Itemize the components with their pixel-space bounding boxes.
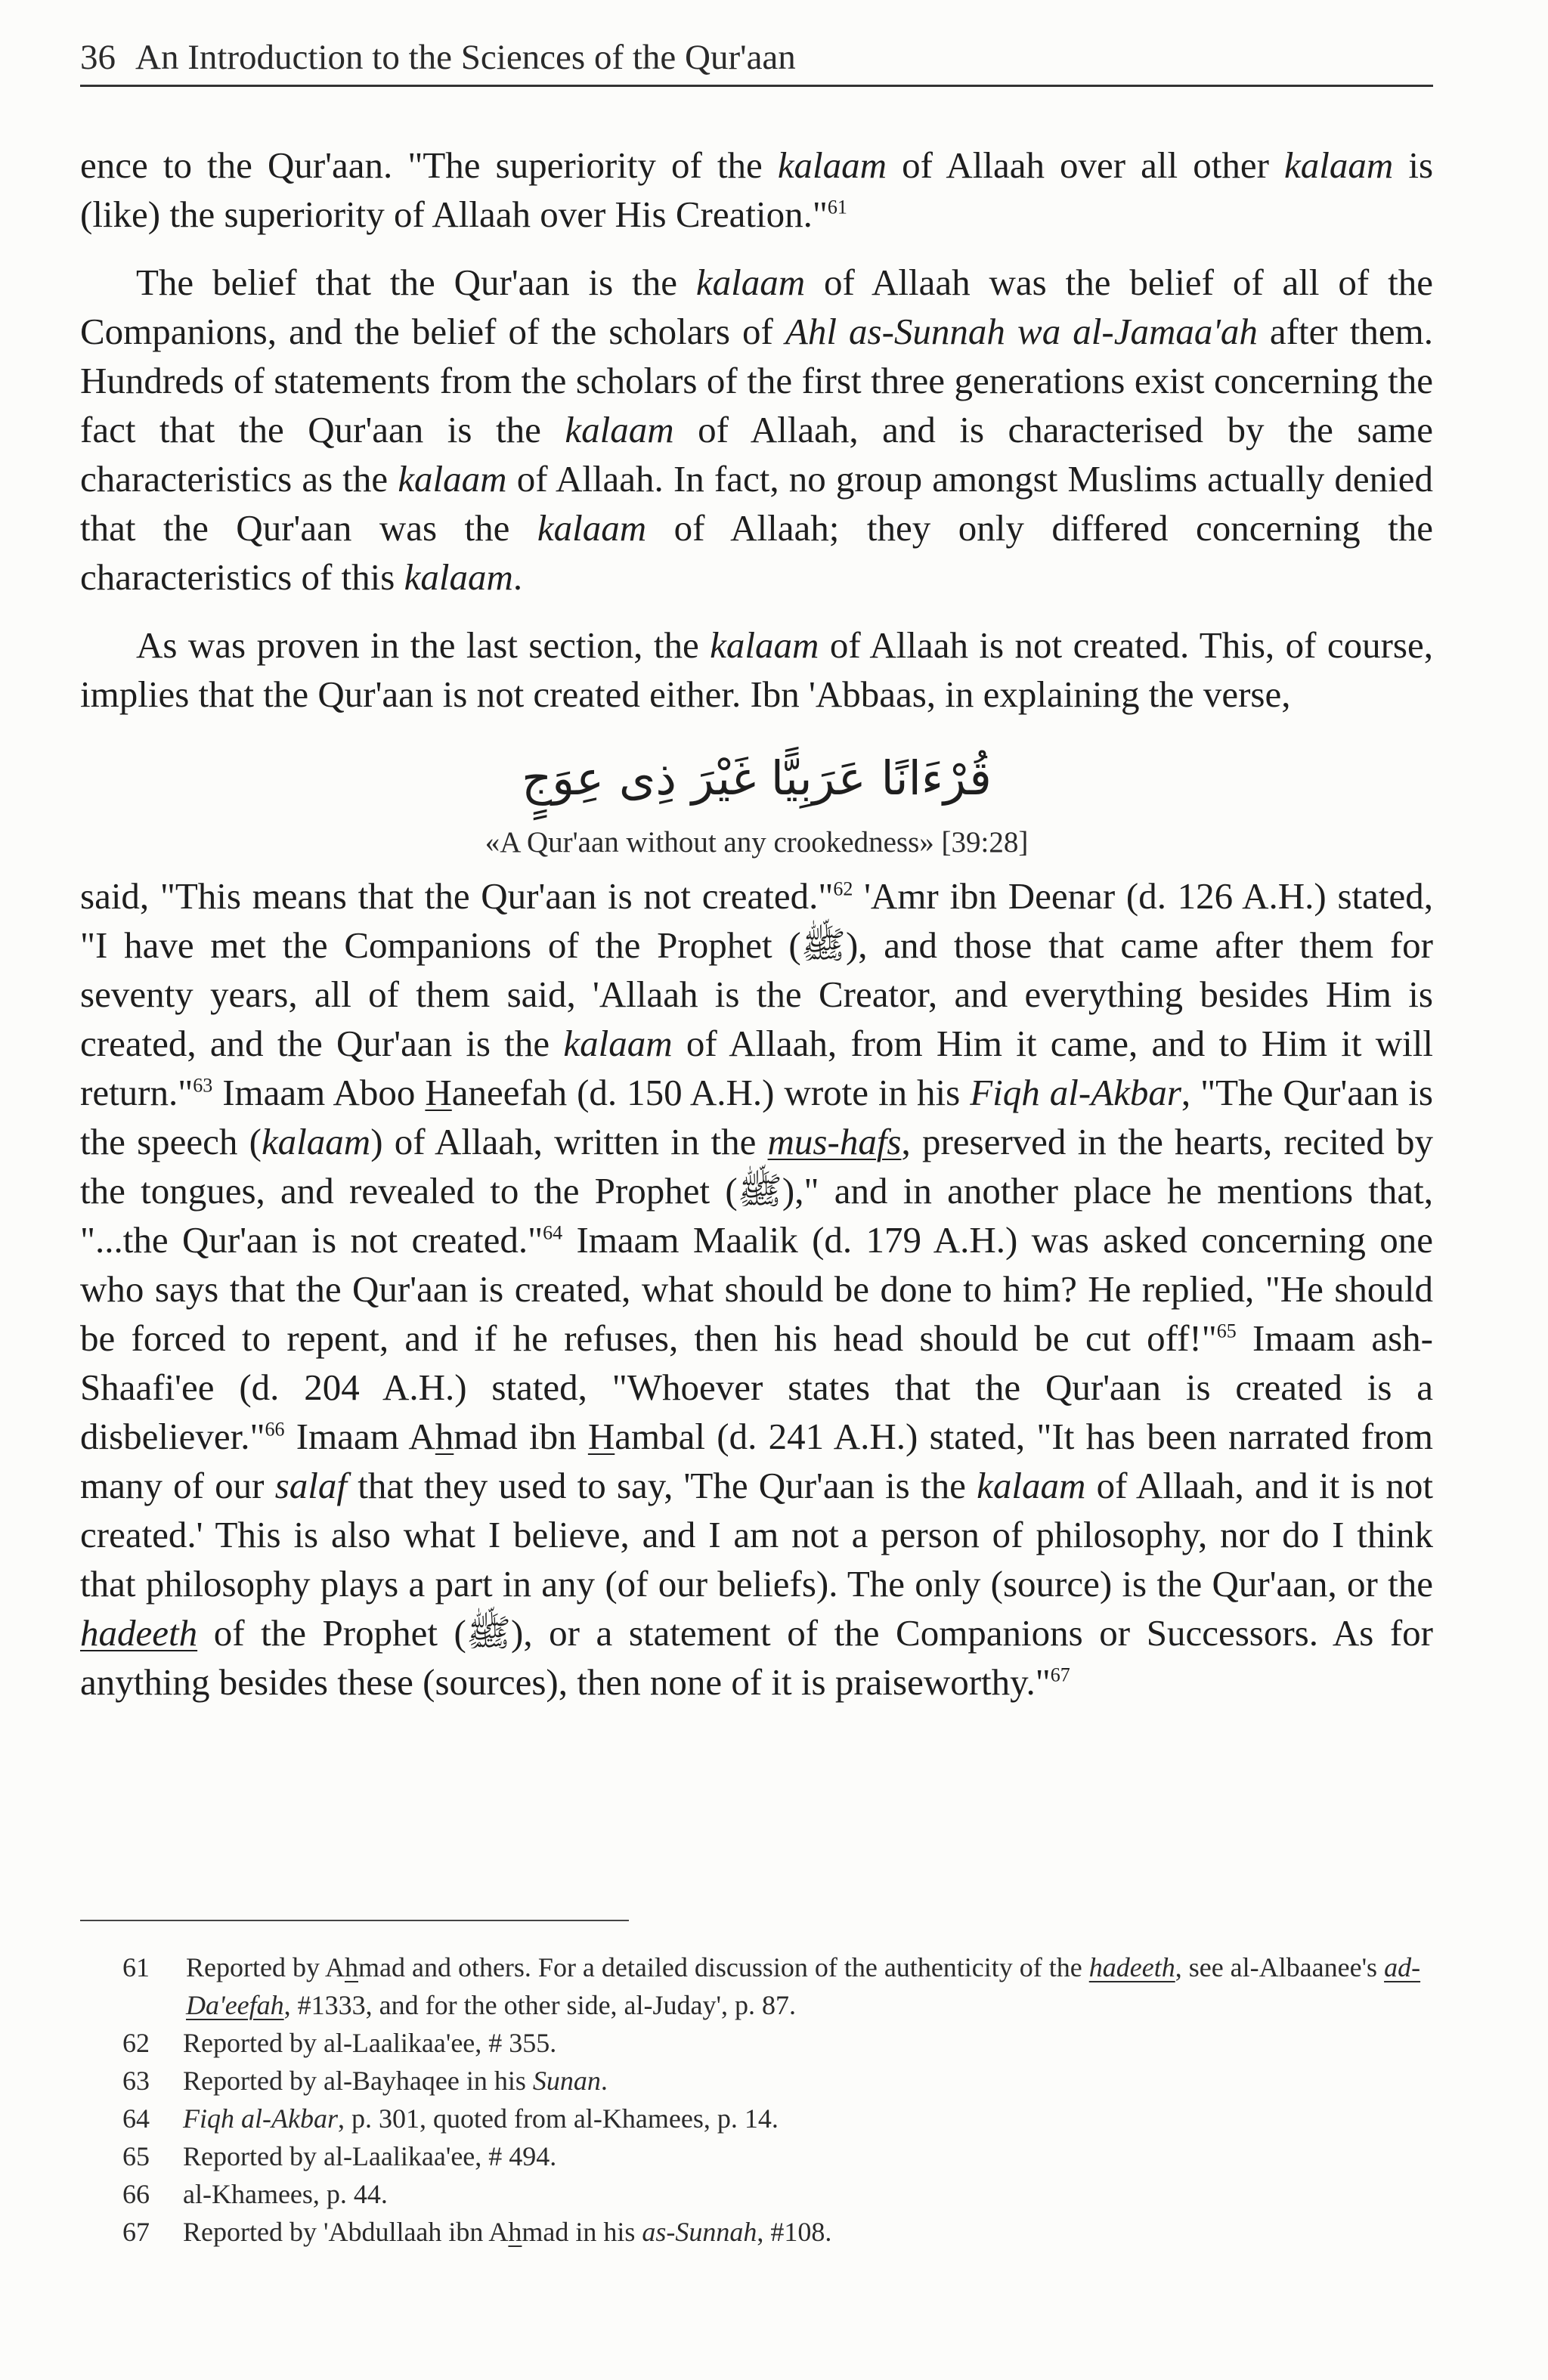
- term-kalaam: kalaam: [404, 556, 513, 598]
- text-run: Reported by al-Bayhaqee in his: [183, 2066, 533, 2096]
- footnote-64: [80, 2100, 1433, 2137]
- footnote-text: Reported by al-Laalikaa'ee, # 494.: [183, 2141, 557, 2171]
- footnote-number: 64: [122, 2103, 150, 2134]
- paragraph-3: [80, 621, 1433, 719]
- paragraph-4: [80, 871, 1433, 1707]
- text-run: aneefah (d. 150 A.H.) wrote in his: [451, 1072, 971, 1113]
- footnote-text: [183, 2100, 1433, 2137]
- footnote-63: [80, 2062, 1433, 2100]
- text-run: Reported by A: [186, 1952, 345, 1982]
- text-run: , preserved in the hearts, recited by the tongues, and revealed to the Prophet (ﷺ)," and in another place he mentions that, "...the Qur'aan is not created.": [80, 1121, 1434, 1261]
- footnote-65: [80, 2137, 1433, 2175]
- text-run: said, "This means that the Qur'aan is not created.": [80, 875, 834, 917]
- text-run: of the Prophet (ﷺ), or a statement of the Companions or Successors. As for anything besides these (sources), then none of it is praiseworthy.": [80, 1612, 1433, 1703]
- book-title: Sunan: [532, 2066, 601, 2096]
- text-run: ) of Allaah, written in the: [370, 1121, 768, 1162]
- term-salaf: salaf: [274, 1465, 347, 1506]
- text-run: , #1333, and for the other side, al-Juday', p. 87.: [283, 1990, 796, 2020]
- running-title: An Introduction to the Sciences of the Qur'aan: [135, 38, 796, 77]
- text-run: , "The Qur'aan is the speech (: [80, 1072, 1433, 1162]
- text-run: that they used to say, 'The Qur'aan is the: [347, 1465, 977, 1506]
- footnote-text: Reported by al-Laalikaa'ee, # 355.: [183, 2028, 557, 2058]
- footnote-ref: 67: [1050, 1664, 1070, 1686]
- page-number: 36: [80, 38, 116, 77]
- footnote-number: 65: [122, 2141, 150, 2171]
- text-run: of Allaah, and it is not created.' This is also what I believe, and I am not a person of philosophy, nor do I think that philosophy plays a part in any (of our beliefs). The only (source) is the Qur'aan, or the: [80, 1465, 1433, 1605]
- footnote-ref: 64: [543, 1221, 563, 1244]
- term-kalaam: kalaam: [563, 1023, 673, 1064]
- footnote-ref: 65: [1216, 1320, 1237, 1342]
- book-title: ad-Da'eefah: [186, 1952, 1421, 2020]
- text-run: of Allaah, from Him it came, and to Him it will return.": [80, 1023, 1433, 1113]
- text-run: of Allaah is not created. This, of course, implies that the Qur'aan is not created either. Ibn 'Abbaas, in explaining the verse,: [80, 624, 1433, 715]
- footnote-text: [186, 1948, 1433, 2024]
- term-kalaam: kalaam: [1284, 144, 1394, 186]
- term-ahl-as-sunnah: Ahl as-Sunnah wa al-Jamaa'ah: [785, 311, 1258, 352]
- transliteration-mark: h: [435, 1416, 454, 1457]
- transliteration-mark: H: [587, 1416, 615, 1457]
- book-title: Fiqh al-Akbar: [970, 1072, 1181, 1113]
- text-run: Reported by 'Abdullaah ibn A: [183, 2217, 509, 2247]
- footnote-66: [80, 2175, 1433, 2213]
- text-run: Imaam ash-Shaafi'ee (d. 204 A.H.) stated, "Whoever states that the Qur'aan is created is a disbeliever.": [80, 1317, 1433, 1457]
- text-run: Imaam Aboo: [212, 1072, 426, 1113]
- term-mushafs: mus-hafs: [767, 1121, 902, 1162]
- text-run: of Allaah over all other: [887, 144, 1284, 186]
- text-run: mad ibn: [454, 1416, 588, 1457]
- footnote-67: [80, 2213, 1433, 2251]
- transliteration-mark: h: [344, 1952, 358, 1982]
- footnote-61: [80, 1948, 1433, 2024]
- book-title: Fiqh al-Akbar: [183, 2103, 338, 2134]
- text-run: of Allaah, and is characterised by the same characteristics as the: [80, 409, 1433, 500]
- footnote-number: 63: [122, 2066, 150, 2096]
- book-title: as-Sunnah: [642, 2217, 757, 2247]
- text-run: Imaam Maalik (d. 179 A.H.) was asked concerning one who says that the Qur'aan is created, what should be done to him? He replied, "He should be forced to repent, and if he refuses, then his head should be cut off!": [80, 1219, 1433, 1359]
- text-run: , p. 301, quoted from al-Khamees, p. 14.: [337, 2103, 779, 2134]
- text-run: of Allaah. In fact, no group amongst Muslims actually denied that the Qur'aan was the: [80, 458, 1433, 549]
- transliteration-mark: H: [425, 1072, 452, 1113]
- footnote-ref: 61: [827, 196, 847, 218]
- text-run: mad and others. For a detailed discussion of the authenticity of the: [358, 1952, 1089, 1982]
- verse-translation: «A Qur'aan without any crookedness» [39:28]: [485, 826, 1029, 859]
- text-run: Imaam A: [284, 1416, 435, 1457]
- term-kalaam: kalaam: [710, 624, 819, 666]
- running-header: [80, 35, 1433, 87]
- text-run: .: [512, 556, 523, 598]
- text-run: As was proven in the last section, the: [136, 624, 711, 666]
- text-run: ence to the Qur'aan. "The superiority of the: [80, 144, 778, 186]
- text-run: ambal (d. 241 A.H.) stated, "It has been narrated from many of our: [80, 1416, 1433, 1506]
- term-kalaam: kalaam: [977, 1465, 1086, 1506]
- term-kalaam: kalaam: [695, 262, 806, 303]
- text-run: The belief that the Qur'aan is the: [136, 262, 696, 303]
- term-kalaam: kalaam: [537, 507, 647, 549]
- text-run: is (like) the superiority of Allaah over His Creation.": [80, 144, 1434, 235]
- term-kalaam: kalaam: [261, 1121, 371, 1162]
- footnote-text: [183, 2062, 1433, 2100]
- footnote-number: 67: [122, 2217, 150, 2247]
- term-kalaam: kalaam: [565, 409, 674, 450]
- text-run: mad in his: [522, 2217, 642, 2247]
- body-text: [80, 141, 1433, 1707]
- term-kalaam: kalaam: [777, 144, 887, 186]
- paragraph-2: [80, 258, 1433, 602]
- text-run: , #108.: [757, 2217, 832, 2247]
- arabic-verse: قُرْءَانًا عَرَبِيًّا غَيْرَ ذِى عِوَجٍ: [522, 751, 992, 806]
- term-kalaam: kalaam: [398, 458, 507, 500]
- footnote-ref: 66: [265, 1418, 285, 1441]
- text-run: after them. Hundreds of statements from the scholars of the first three generations exist concerning the fact that the Qur'aan is the: [80, 311, 1433, 450]
- paragraph-1: [80, 141, 1433, 239]
- footnote-number: 61: [122, 1952, 150, 1982]
- footnote-62: [80, 2024, 1433, 2062]
- footnote-divider: [80, 1920, 629, 1921]
- text-run: of Allaah; they only differed concerning the characteristics of this: [80, 507, 1433, 598]
- text-run: of Allaah was the belief of all of the Companions, and the belief of the scholars of: [80, 262, 1433, 352]
- transliteration-mark: h: [508, 2217, 522, 2247]
- footnote-number: 62: [122, 2028, 150, 2058]
- footnote-text: al-Khamees, p. 44.: [183, 2179, 388, 2209]
- term-hadeeth: hadeeth: [1088, 1952, 1175, 1982]
- text-run: , see al-Albaanee's: [1175, 1952, 1385, 1982]
- footnote-number: 66: [122, 2179, 150, 2209]
- term-hadeeth: hadeeth: [80, 1612, 198, 1654]
- text-run: .: [600, 2066, 608, 2096]
- footnotes: [80, 1948, 1433, 2251]
- footnote-text: [183, 2213, 1433, 2251]
- text-run: 'Amr ibn Deenar (d. 126 A.H.) stated, "I have met the Companions of the Prophet (ﷺ), and those that came after them for seventy years, all of them said, 'Allaah is the Creator, and everything besides Him is created, and the Qur'aan is the: [80, 875, 1433, 1064]
- footnote-ref: 62: [833, 877, 853, 900]
- footnote-ref: 63: [193, 1074, 213, 1097]
